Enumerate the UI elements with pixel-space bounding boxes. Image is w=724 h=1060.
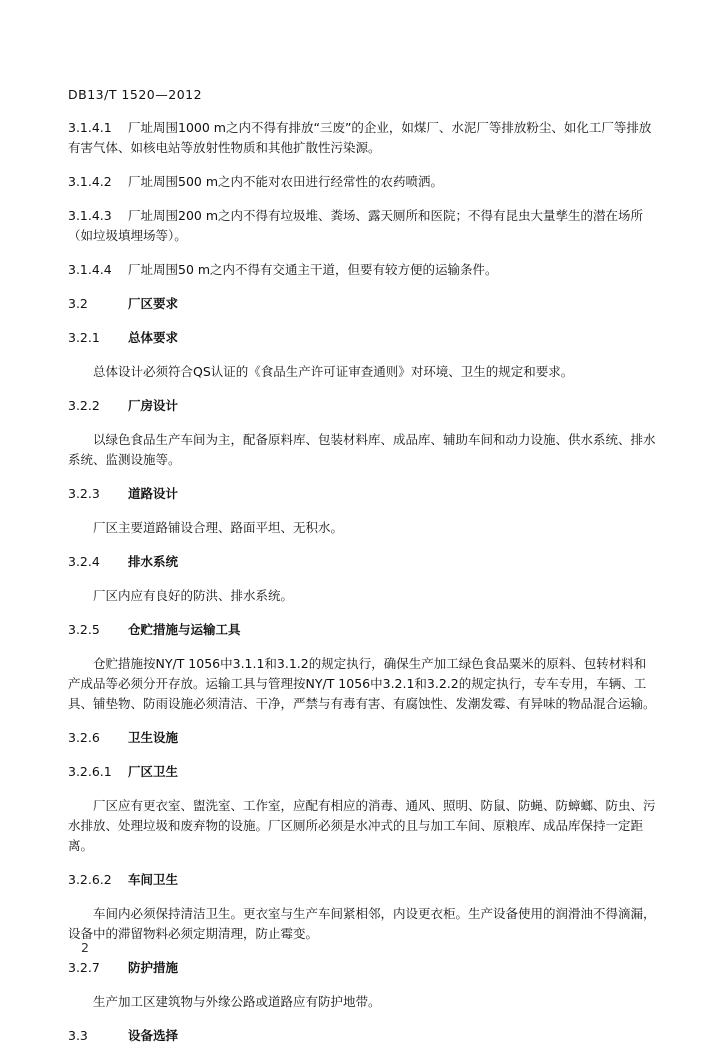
section-heading [68,294,658,314]
body-paragraph: 厂区应有更衣室、盥洗室、工作室，应配有相应的消毒、通风、照明、防鼠、防蝇、防蟑螂、防虫、污水排放、处理垃圾和废弃物的设施。厂区厕所必须是水冲式的且与加工车间、原粮库、成品库保持一定距离。 [68,798,656,853]
body-paragraph: 车间内必须保持清洁卫生。更衣室与生产车间紧相邻，内设更衣柜。生产设备使用的润滑油不得滴漏，设备中的滞留物料必须定期清理，防止霉变。 [68,906,656,941]
numbered-clause [68,172,658,192]
body-paragraph: 以绿色食品生产车间为主，配备原料库、包装材料库、成品库、辅助车间和动力设施、供水系统、排水系统、监测设施等。 [68,432,656,467]
section-heading [68,396,658,416]
section-title: 厂区要求 [128,296,179,311]
section-number: 3.2.5 [68,622,100,637]
section-heading [68,484,658,504]
section-number: 3.2.3 [68,486,100,501]
section-title: 设备选择 [128,1028,179,1043]
section-title: 卫生设施 [128,730,179,745]
numbered-clause [68,260,658,280]
clause-text: 厂址周围50 m之内不得有交通主干道，但要有较方便的运输条件。 [128,262,498,277]
clause-number: 3.1.4.2 [68,174,112,189]
section-heading [68,728,658,748]
section-title: 厂房设计 [128,398,179,413]
section-number: 3.2.4 [68,554,100,569]
section-heading [68,762,658,782]
section-number: 3.2.1 [68,330,100,345]
section-title: 防护措施 [128,960,179,975]
section-number: 3.2.6.2 [68,872,112,887]
body-paragraph: 生产加工区建筑物与外缘公路或道路应有防护地带。 [93,994,381,1009]
section-number: 3.2 [68,296,88,311]
section-number: 3.2.2 [68,398,100,413]
numbered-clause [68,206,658,246]
section-title: 车间卫生 [128,872,179,887]
body-paragraph: 厂区内应有良好的防洪、排水系统。 [93,588,294,603]
clause-text: 厂址周围500 m之内不能对农田进行经常性的农药喷洒。 [128,174,444,189]
section-heading [68,870,658,890]
section-heading [68,328,658,348]
section-title: 仓贮措施与运输工具 [128,622,241,637]
body-paragraph: 总体设计必须符合QS认证的《食品生产许可证审查通则》对环境、卫生的规定和要求。 [93,364,574,379]
section-title: 总体要求 [128,330,179,345]
section-title: 道路设计 [128,486,179,501]
clause-number: 3.1.4.4 [68,262,112,277]
section-number: 3.2.6.1 [68,764,112,779]
page-number: 2 [81,940,89,955]
section-title: 排水系统 [128,554,179,569]
section-title: 厂区卫生 [128,764,179,779]
section-number: 3.2.7 [68,960,100,975]
body-paragraph: 仓贮措施按NY/T 1056中3.1.1和3.1.2的规定执行，确保生产加工绿色食品粟米的原料、包转材料和产成品等必须分开存放。运输工具与管理按NY/T 1056中3.2.1和3.2.2的规定执行，专车专用，车辆、工具、铺垫物、防雨设施必须清洁、干净，严禁与有毒有害、有腐蚀性、发潮发霉、有异味的物品混合运输。 [68,656,656,711]
clause-number: 3.1.4.3 [68,208,112,223]
section-heading [68,620,658,640]
section-number: 3.2.6 [68,730,100,745]
numbered-clause [68,118,658,158]
section-heading [68,1026,658,1046]
body-paragraph: 厂区主要道路铺设合理、路面平坦、无积水。 [93,520,344,535]
section-heading [68,552,658,572]
document-code-header: DB13/T 1520—2012 [68,87,203,102]
clause-number: 3.1.4.1 [68,120,112,135]
document-body [68,118,658,1060]
section-number: 3.3 [68,1028,88,1043]
clause-text: 厂址周围1000 m之内不得有排放“三废”的企业，如煤厂、水泥厂等排放粉尘、如化工厂等排放有害气体、如核电站等放射性物质和其他扩散性污染源。 [68,120,652,155]
clause-text: 厂址周围200 m之内不得有垃圾堆、粪场、露天厕所和医院；不得有昆虫大量孳生的潜在场所（如垃圾填埋场等）。 [68,208,644,243]
section-heading [68,958,658,978]
